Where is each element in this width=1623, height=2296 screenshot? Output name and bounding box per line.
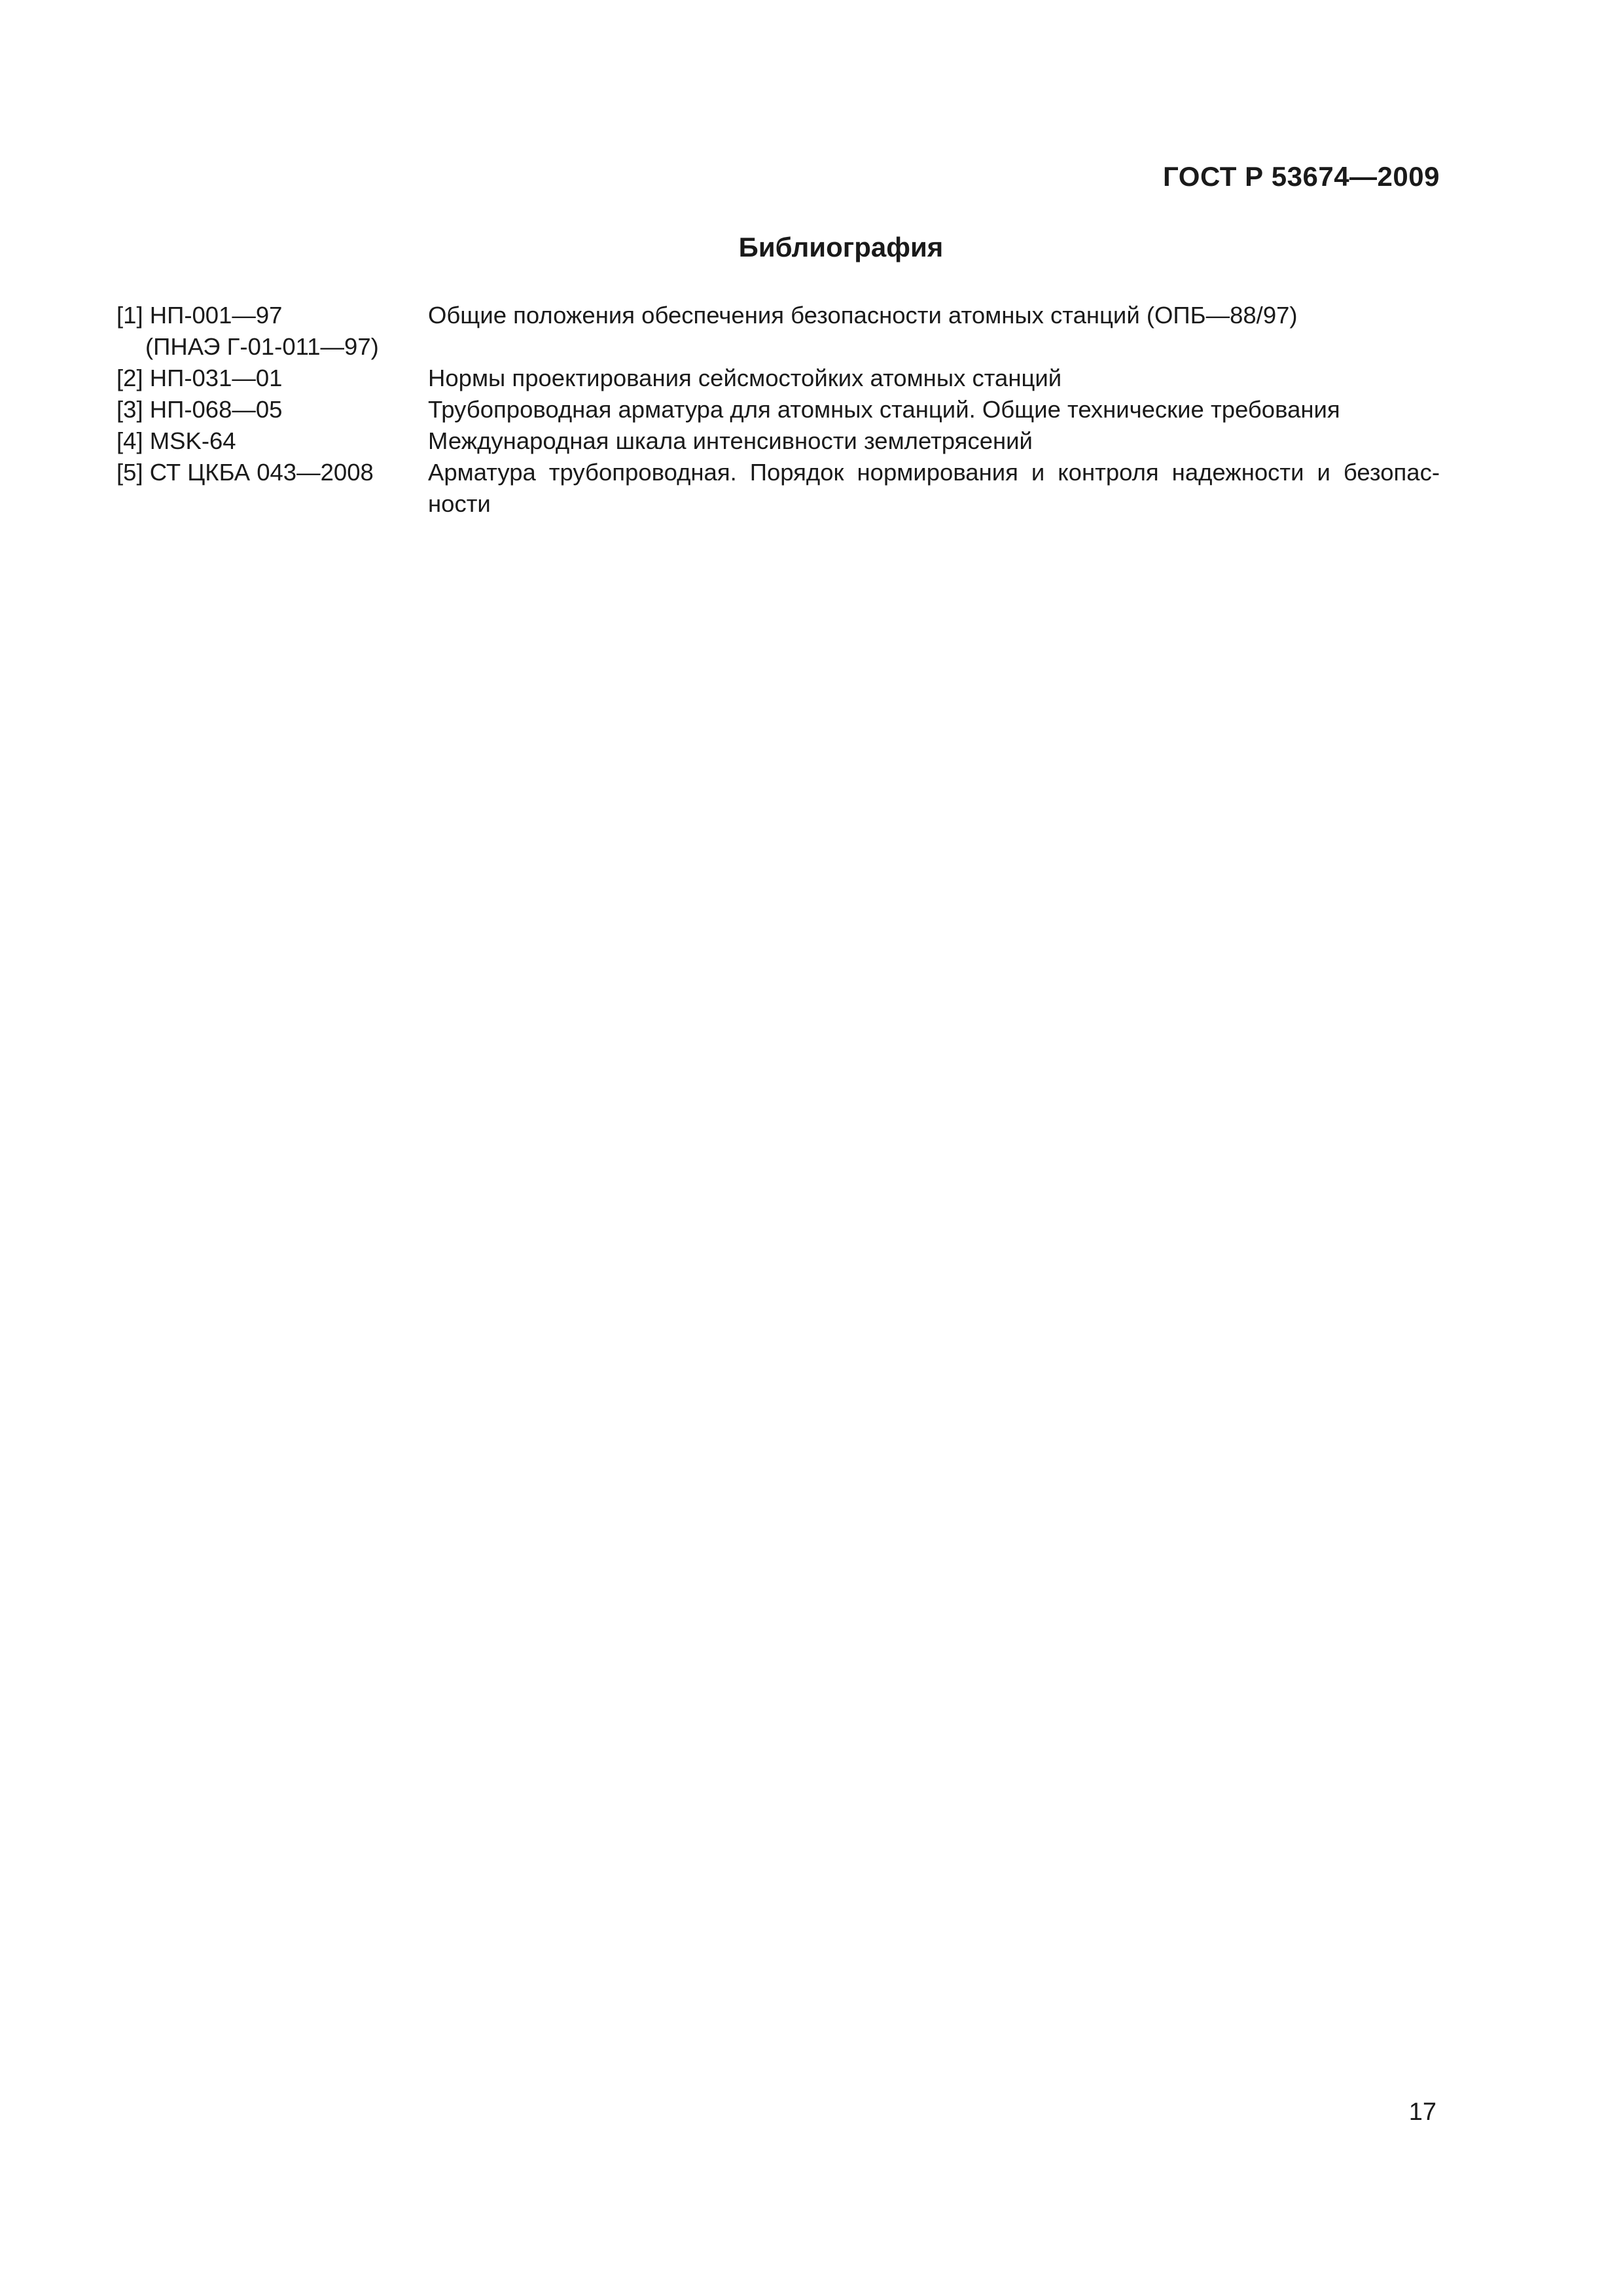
bibliography-ref: [5] СТ ЦКБА 043—2008	[116, 459, 374, 486]
page-number: 17	[1408, 2098, 1436, 2126]
bibliography-list	[116, 300, 1440, 520]
bibliography-description: Общие положения обеспечения безопасности атомных станций (ОПБ—88/97)	[428, 302, 1298, 329]
bibliography-description: Трубопроводная арматура для атомных станций. Общие технические требования	[428, 396, 1340, 423]
bibliography-item	[116, 363, 1440, 394]
bibliography-item	[116, 394, 1440, 425]
section-title: Библиография	[738, 232, 944, 262]
bibliography-description: Арматура трубопроводная. Порядок нормирования и контроля надежности и безопас-ности	[428, 459, 1440, 517]
bibliography-description: Международная шкала интенсивности землетрясений	[428, 427, 1033, 454]
bibliography-description: Нормы проектирования сейсмостойких атомных станций	[428, 365, 1062, 391]
bibliography-ref-subcode: (ПНАЭ Г-01-011—97)	[145, 333, 379, 360]
bibliography-ref: [3] НП-068—05	[116, 396, 283, 423]
bibliography-ref	[116, 300, 428, 363]
bibliography-ref: [4] MSK-64	[116, 427, 236, 454]
bibliography-ref-code: [1] НП-001—97	[116, 302, 283, 329]
document-code: ГОСТ Р 53674—2009	[1163, 161, 1440, 192]
bibliography-item	[116, 457, 1440, 520]
bibliography-item	[116, 425, 1440, 457]
bibliography-ref: [2] НП-031—01	[116, 365, 283, 391]
bibliography-item	[116, 300, 1440, 363]
